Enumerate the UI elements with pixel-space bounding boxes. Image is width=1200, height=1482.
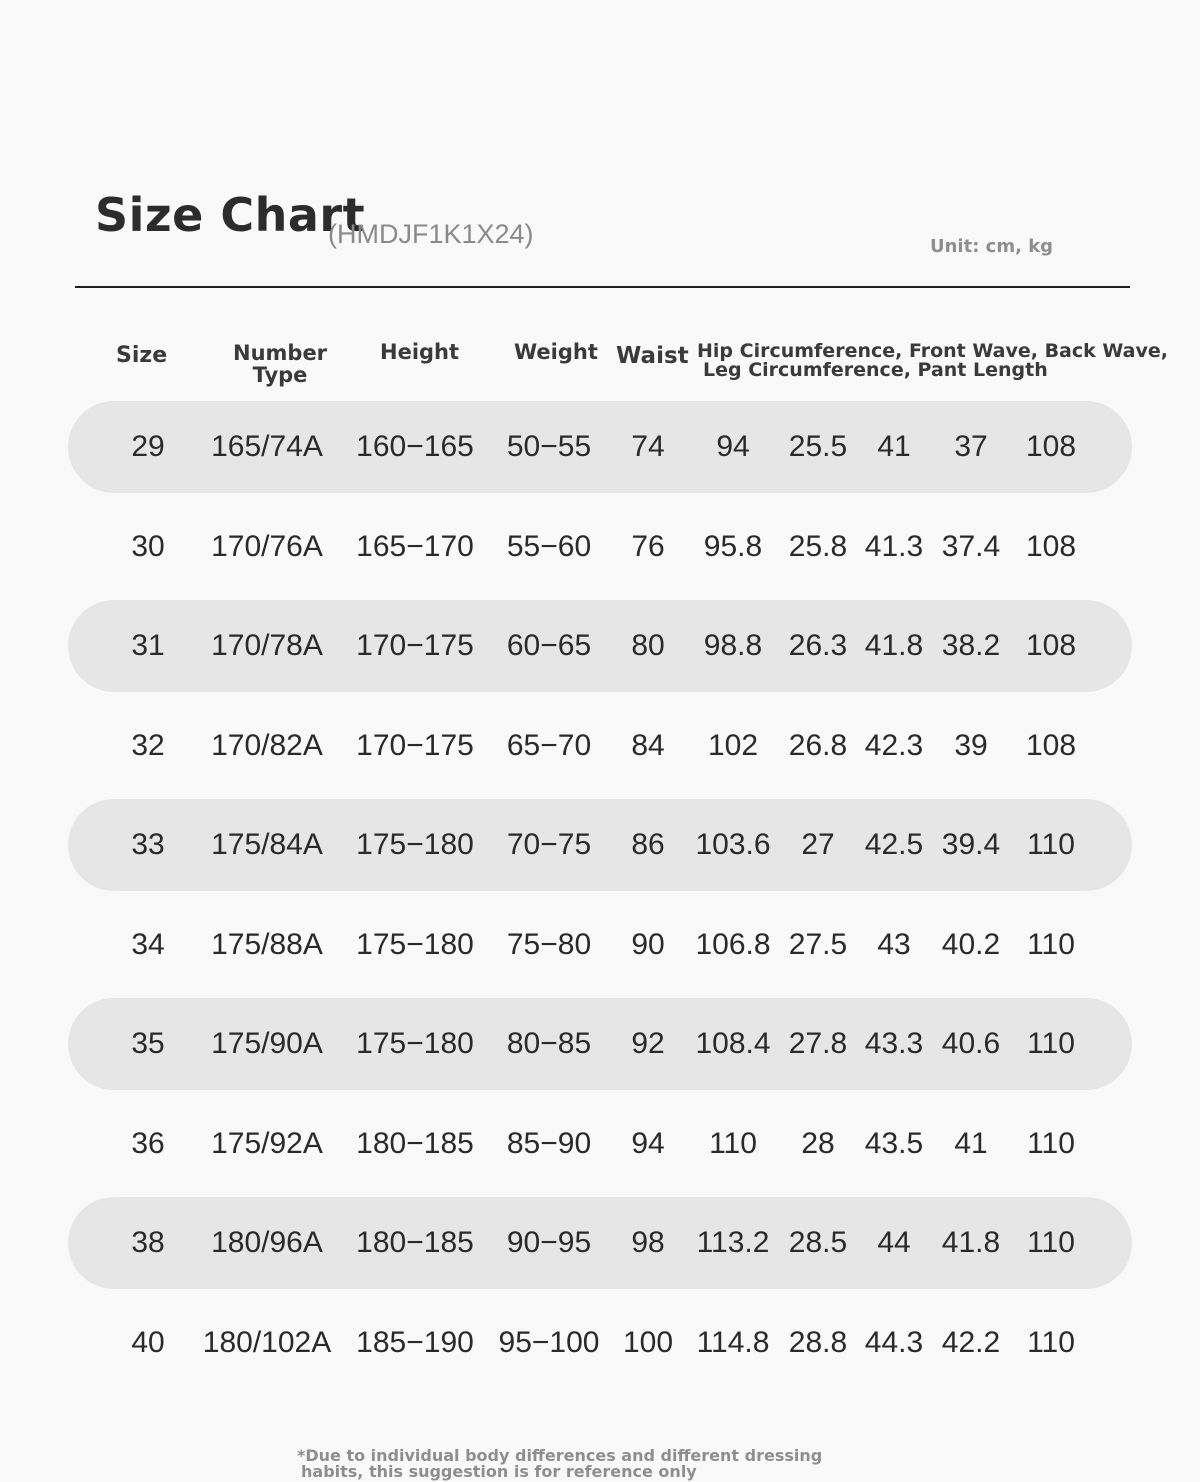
- cell-front-wave: 26.8: [788, 729, 848, 762]
- cell-back-wave: 44: [877, 1226, 911, 1259]
- cell-pant-length: 110: [1027, 828, 1075, 861]
- column-header-number-type: [233, 342, 327, 386]
- cell-pant-length: 110: [1027, 1127, 1075, 1160]
- cell-leg: 39: [954, 729, 988, 762]
- cell-back-wave: 41: [877, 430, 911, 463]
- cell-size: 38: [131, 1226, 165, 1259]
- footnote-line2: habits, this suggestion is for reference only: [301, 1462, 697, 1481]
- cell-height: 185−190: [356, 1326, 474, 1359]
- cell-hip: 110: [709, 1127, 757, 1160]
- cell-pant-length: 108: [1025, 629, 1077, 662]
- cell-number-type: 175/90A: [211, 1027, 323, 1060]
- cell-front-wave: 28: [801, 1127, 835, 1160]
- cell-number-type: 165/74A: [211, 430, 323, 463]
- table-row: [68, 799, 1132, 891]
- cell-leg: 41.8: [941, 1226, 1001, 1259]
- column-header-number-type-line2: Type: [252, 363, 308, 387]
- table-row: [68, 501, 1132, 593]
- table-row: [68, 899, 1132, 991]
- cell-number-type: 170/78A: [211, 629, 323, 662]
- cell-waist: 80: [631, 629, 665, 662]
- column-header-number-type-line1: Number: [233, 341, 328, 365]
- cell-size: 34: [131, 928, 165, 961]
- cell-front-wave: 28.5: [788, 1226, 848, 1259]
- cell-height: 180−185: [356, 1226, 474, 1259]
- cell-height: 165−170: [356, 530, 474, 563]
- cell-weight: 65−70: [506, 729, 592, 762]
- cell-hip: 106.8: [695, 928, 771, 961]
- cell-waist: 74: [631, 430, 665, 463]
- cell-hip: 94: [716, 430, 750, 463]
- cell-hip: 95.8: [703, 530, 763, 563]
- table-row: [68, 700, 1132, 792]
- footnote: [297, 1448, 822, 1480]
- cell-height: 175−180: [356, 928, 474, 961]
- table-row: [68, 600, 1132, 692]
- table-row: [68, 1098, 1132, 1190]
- table-row: [68, 401, 1132, 493]
- cell-waist: 94: [631, 1127, 665, 1160]
- cell-weight: 60−65: [506, 629, 592, 662]
- column-header-other-measurements: [697, 342, 1168, 380]
- cell-hip: 102: [707, 729, 759, 762]
- cell-height: 175−180: [356, 1027, 474, 1060]
- cell-height: 160−165: [356, 430, 474, 463]
- cell-number-type: 170/82A: [211, 729, 323, 762]
- cell-weight: 90−95: [506, 1226, 592, 1259]
- cell-weight: 50−55: [506, 430, 592, 463]
- cell-size: 35: [131, 1027, 165, 1060]
- table-row: [68, 998, 1132, 1090]
- cell-front-wave: 25.8: [788, 530, 848, 563]
- cell-number-type: 180/96A: [211, 1226, 323, 1259]
- cell-height: 175−180: [356, 828, 474, 861]
- cell-hip: 114.8: [696, 1326, 770, 1359]
- cell-pant-length: 108: [1025, 430, 1077, 463]
- cell-front-wave: 27.8: [788, 1027, 848, 1060]
- cell-leg: 40.6: [941, 1027, 1001, 1060]
- cell-pant-length: 110: [1027, 1326, 1075, 1359]
- cell-waist: 92: [631, 1027, 665, 1060]
- cell-leg: 38.2: [941, 629, 1001, 662]
- cell-leg: 37: [954, 430, 988, 463]
- column-header-height: Height: [380, 340, 460, 364]
- unit-label: Unit: cm, kg: [930, 236, 1054, 257]
- cell-weight: 95−100: [498, 1326, 600, 1359]
- column-header-waist: Waist: [616, 343, 689, 369]
- cell-size: 40: [131, 1326, 165, 1359]
- cell-hip: 108.4: [695, 1027, 771, 1060]
- cell-waist: 84: [631, 729, 665, 762]
- cell-front-wave: 26.3: [788, 629, 848, 662]
- cell-height: 180−185: [356, 1127, 474, 1160]
- title-divider: [75, 286, 1130, 288]
- column-header-weight: Weight: [514, 340, 598, 364]
- cell-height: 170−175: [356, 729, 474, 762]
- cell-back-wave: 43: [877, 928, 911, 961]
- cell-leg: 41: [954, 1127, 988, 1160]
- cell-height: 170−175: [356, 629, 474, 662]
- cell-pant-length: 110: [1027, 1226, 1075, 1259]
- cell-weight: 70−75: [506, 828, 592, 861]
- cell-front-wave: 25.5: [788, 430, 848, 463]
- cell-number-type: 170/76A: [211, 530, 323, 563]
- cell-back-wave: 41.3: [864, 530, 924, 563]
- cell-weight: 80−85: [506, 1027, 592, 1060]
- cell-weight: 55−60: [506, 530, 592, 563]
- cell-number-type: 175/92A: [211, 1127, 323, 1160]
- cell-pant-length: 108: [1025, 729, 1077, 762]
- cell-hip: 98.8: [703, 629, 763, 662]
- cell-waist: 86: [631, 828, 665, 861]
- cell-size: 32: [131, 729, 165, 762]
- cell-size: 29: [131, 430, 165, 463]
- cell-front-wave: 27: [801, 828, 835, 861]
- table-row: [68, 1297, 1132, 1389]
- footnote-line1: *Due to individual body differences and different dressing: [297, 1446, 823, 1465]
- cell-size: 36: [131, 1127, 165, 1160]
- cell-back-wave: 41.8: [864, 629, 924, 662]
- cell-size: 30: [131, 530, 165, 563]
- cell-waist: 98: [631, 1226, 665, 1259]
- cell-hip: 113.2: [696, 1226, 770, 1259]
- table-row: [68, 1197, 1132, 1289]
- column-header-other-line1: Hip Circumference, Front Wave, Back Wave,: [697, 340, 1168, 362]
- cell-leg: 39.4: [941, 828, 1001, 861]
- cell-waist: 100: [622, 1326, 674, 1359]
- cell-weight: 85−90: [506, 1127, 592, 1160]
- cell-back-wave: 44.3: [864, 1326, 924, 1359]
- column-header-other-line2: Leg Circumference, Pant Length: [703, 359, 1048, 381]
- cell-pant-length: 108: [1025, 530, 1077, 563]
- cell-number-type: 175/88A: [211, 928, 323, 961]
- cell-leg: 37.4: [941, 530, 1001, 563]
- cell-leg: 42.2: [941, 1326, 1001, 1359]
- cell-waist: 76: [631, 530, 665, 563]
- cell-pant-length: 110: [1027, 928, 1075, 961]
- cell-size: 31: [131, 629, 165, 662]
- cell-leg: 40.2: [941, 928, 1001, 961]
- cell-weight: 75−80: [506, 928, 592, 961]
- cell-back-wave: 43.5: [864, 1127, 924, 1160]
- column-header-size: Size: [116, 343, 168, 368]
- page-title: Size Chart: [95, 188, 366, 242]
- cell-back-wave: 42.3: [864, 729, 924, 762]
- cell-front-wave: 28.8: [788, 1326, 848, 1359]
- cell-size: 33: [131, 828, 165, 861]
- cell-back-wave: 43.3: [864, 1027, 924, 1060]
- cell-front-wave: 27.5: [788, 928, 848, 961]
- cell-number-type: 180/102A: [202, 1326, 332, 1359]
- cell-waist: 90: [631, 928, 665, 961]
- model-code: (HMDJF1K1X24): [328, 219, 534, 249]
- cell-back-wave: 42.5: [864, 828, 924, 861]
- cell-hip: 103.6: [695, 828, 771, 861]
- cell-pant-length: 110: [1027, 1027, 1075, 1060]
- cell-number-type: 175/84A: [211, 828, 323, 861]
